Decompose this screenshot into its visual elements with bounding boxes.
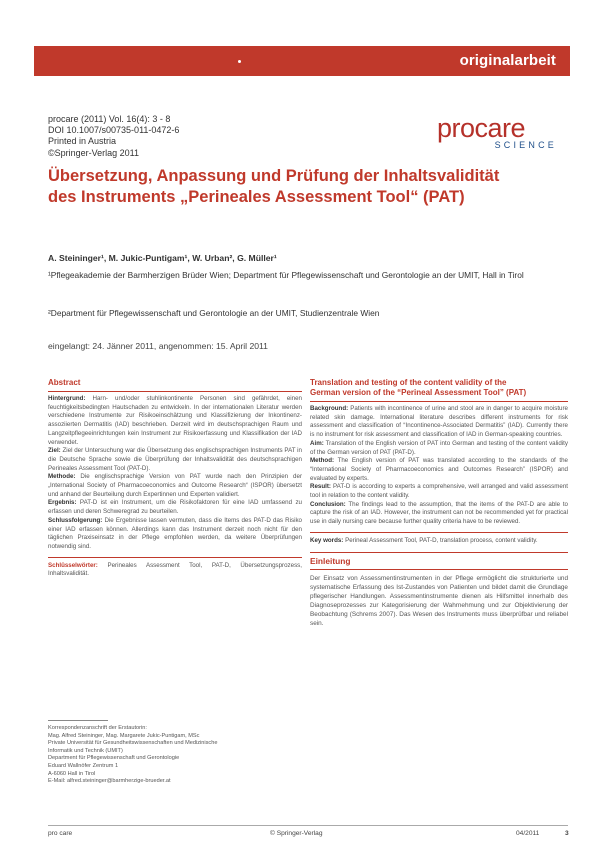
correspondence-footnote (48, 720, 302, 786)
paragraph-label: Ziel: (48, 447, 61, 455)
paragraph-label: Hintergrund: (48, 395, 86, 402)
footnote-line: Korrespondenzanschrift der Erstautorin: (48, 725, 147, 731)
einleitung-body: Der Einsatz von Assessmentinstrumenten in der Pflege ermöglicht die strukturierte und systematische Erfassung des Ist-Zustandes von Patienten und bildet damit die Grundlage pflegerischer Handlungen. Assessmentinstrumente dienen als Hilfsmittel innerhalb des Diagnoseprozesses zur Kategorisierung der Wahrnehmung und zur Objektivierung der Beobachtung (Schrems 2007). Das Wesen des Instruments muss überprüfbar und reliabel sein. (310, 574, 568, 627)
paragraph-text: The findings lead to the assumption, that the items of the PAT-D are able to capture the risk of an IAD. However, the instrument can not be recommended yet for practical use in daily nursing care because further quality criteria have to be reviewed. (310, 500, 568, 526)
paragraph-text: PAT-D is according to experts a comprehensive, well arranged and valid assessment tool in relation to the content validity. (310, 483, 568, 500)
footnote-line: Department für Pflegewissenschaft und Gerontologie (48, 755, 180, 762)
abstract-paragraph (48, 447, 302, 473)
footer-publisher: © Springer-Verlag (270, 830, 323, 837)
article-title (48, 166, 568, 208)
einleitung-heading: Einleitung (310, 555, 351, 566)
title-line-2: des Instruments „Perineales Assessment Tool“ (PAT) (48, 188, 465, 206)
abstract-body (48, 395, 302, 552)
abstract-en-body (310, 405, 568, 527)
affiliation-1: ¹Pflegeakademie der Barmherzigen Brüder Wien; Department für Pflegewissenschaft und Gerontologie an der UMIT, Hall in Tirol (48, 270, 524, 280)
logo-sub: SCIENCE (494, 140, 557, 150)
meta-line: ©Springer-Verlag 2011 (48, 147, 140, 158)
paragraph-label: Background: (310, 405, 349, 412)
footer-issue: 04/2011 (516, 830, 540, 837)
paragraph-text: The English version of PAT was translated according to the standards of the “International Society of Pharmacoeconomics and Outcomes Research” (ISPOR) and evaluated by experts. (310, 457, 568, 482)
abstract-heading: Abstract (48, 378, 81, 387)
paragraph-text: PAT-D ist ein Instrument, um die Risikofaktoren für eine IAD umfassend zu erfassen und deren Schweregrad zu beurteilen. (48, 499, 302, 516)
logo-word: procare (437, 113, 526, 143)
abstract-english (310, 378, 568, 628)
paragraph-label: Schlussfolgerung: (48, 516, 103, 524)
abstract-paragraph (48, 473, 302, 499)
keywords-text: Perineales Assessment Tool, PAT-D, Übersetzungsprozess, Inhaltsvalidität. (48, 561, 302, 578)
abstract-en-heading-line: German version of the “Perineal Assessment Tool” (PAT) (310, 388, 527, 397)
paragraph-text: Translation of the English version of PAT into German and testing of the content validity of the German version of PAT (PAT-D). (310, 439, 568, 456)
paragraph-text: Patients with incontinence of urine and stool are in danger to acquire moisture related skin damage. International literature describes different instruments for risk assessment and classification of “Incontinence-Associated Dermatitis” (IAD). Currently there is no instrument for risk assessment and classification of IAD in German-speaking countries. (310, 405, 568, 439)
abstract-german (48, 378, 302, 579)
abstract-paragraph (48, 517, 302, 552)
meta-line: Printed in Austria (48, 136, 117, 147)
keywords-de (48, 562, 302, 579)
paragraph-label: Conclusion: (310, 500, 346, 508)
paragraph-label: Ergebnis: (48, 499, 77, 507)
header-dot (238, 60, 241, 63)
paragraph-text: Die englischsprachige Version von PAT wurde nach den Prinzipien der „International Society of Pharmacoeconomics and Outcome Research“ (ISPOR) übersetzt und anhand der Beurteilung durch Expertinnen und Experten validiert. (48, 473, 302, 498)
abstract-paragraph (310, 457, 568, 483)
paragraph-label: Result: (310, 483, 331, 491)
keywords-label: Key words: (310, 536, 344, 544)
abstract-en-heading (310, 378, 568, 398)
paragraph-label: Method: (310, 457, 335, 465)
footnote-line: Mag. Alfred Steininger, Mag. Margarete Jukic-Puntigam, MSc (48, 732, 200, 739)
section-label: originalarbeit (459, 52, 556, 69)
keywords-en (310, 537, 568, 546)
footer-journal: pro care (48, 830, 73, 837)
page-number: 3 (565, 830, 569, 837)
article-meta (48, 114, 179, 159)
meta-line: DOI 10.1007/s00735-011-0472-6 (48, 125, 180, 136)
abstract-paragraph (310, 501, 568, 527)
abstract-paragraph (310, 483, 568, 500)
procare-logo (437, 114, 561, 150)
section-rule (310, 552, 568, 553)
keywords-text: Perineal Assessment Tool, PAT-D, translation process, content validity. (343, 536, 538, 544)
abstract-paragraph (310, 405, 568, 440)
paragraph-text: Harn- und/oder stuhlinkontinente Personen sind gefährdet, einen feuchtigkeitsbedingten Hautschaden zu entwickeln. In der internationalen Literatur werden verschiedene Instrumente zur Risikoeinschätzung und Klassifizierung der Inkontinenz-assoziierten Dermatitis (IAD) beschrieben. Derzeit wird im deutschsprachigen Raum und Langzeitpflegeeinrichtungen kein Instrument zur Risikoerfassung und Klassifikation der IAD verwendet. (48, 395, 302, 446)
paragraph-label: Aim: (310, 439, 324, 447)
heading-rule (310, 569, 568, 570)
abstract-en-heading-line: Translation and testing of the content validity of the (310, 378, 507, 387)
keywords-rule (310, 532, 568, 533)
footnote-line: Private Universität für Gesundheitswissenschaften und Medizinische (48, 740, 218, 747)
heading-rule (310, 401, 568, 402)
keywords-rule (48, 557, 302, 558)
heading-rule (48, 391, 302, 392)
keywords-label: Schlüsselwörter: (48, 561, 98, 569)
footnote-line: E-Mail: alfred.steininger@barmherzige-brueder.at (48, 778, 171, 785)
footnote-line: Eduard Wallnöfer Zentrum 1 (48, 762, 119, 769)
section-header-bar (34, 46, 570, 76)
affiliation-2: ²Department für Pflegewissenschaft und Gerontologie an der UMIT, Studienzentrale Wien (48, 308, 380, 318)
paragraph-text: Ziel der Untersuchung war die Übersetzung des englischsprachigen Instruments PAT in die Deutsche Sprache sowie die Überprüfung der Inhaltsvalidität des deutschsprachigen Perineales Assessment Tool (PAT-D). (48, 447, 302, 472)
abstract-paragraph (310, 440, 568, 457)
title-line-1: Übersetzung, Anpassung und Prüfung der Inhaltsvalidität (48, 167, 500, 185)
paragraph-label: Methode: (48, 473, 76, 481)
author-list: A. Steininger¹, M. Jukic-Puntigam¹, W. Urban², G. Müller¹ (48, 253, 277, 263)
footnote-line: A-6060 Hall in Tirol (48, 770, 96, 777)
footnote-line: Informatik und Technik (UMIT) (48, 747, 123, 754)
paragraph-text: Die Ergebnisse lassen vermuten, dass die Items des PAT-D das Risiko einer IAD erfassen können. Allerdings kann das Instrument derzeit noch nicht für den täglichen Praxiseinsatz in der Pflege empfohlen werden, da weitere Überprüfungen notwendig sind. (48, 516, 302, 550)
footnote-rule (48, 720, 108, 721)
abstract-paragraph (48, 395, 302, 447)
footer-rule (48, 825, 568, 826)
abstract-paragraph (48, 499, 302, 516)
received-dates: eingelangt: 24. Jänner 2011, angenommen: 15. April 2011 (48, 341, 268, 351)
meta-line: procare (2011) Vol. 16(4): 3 - 8 (48, 114, 171, 124)
